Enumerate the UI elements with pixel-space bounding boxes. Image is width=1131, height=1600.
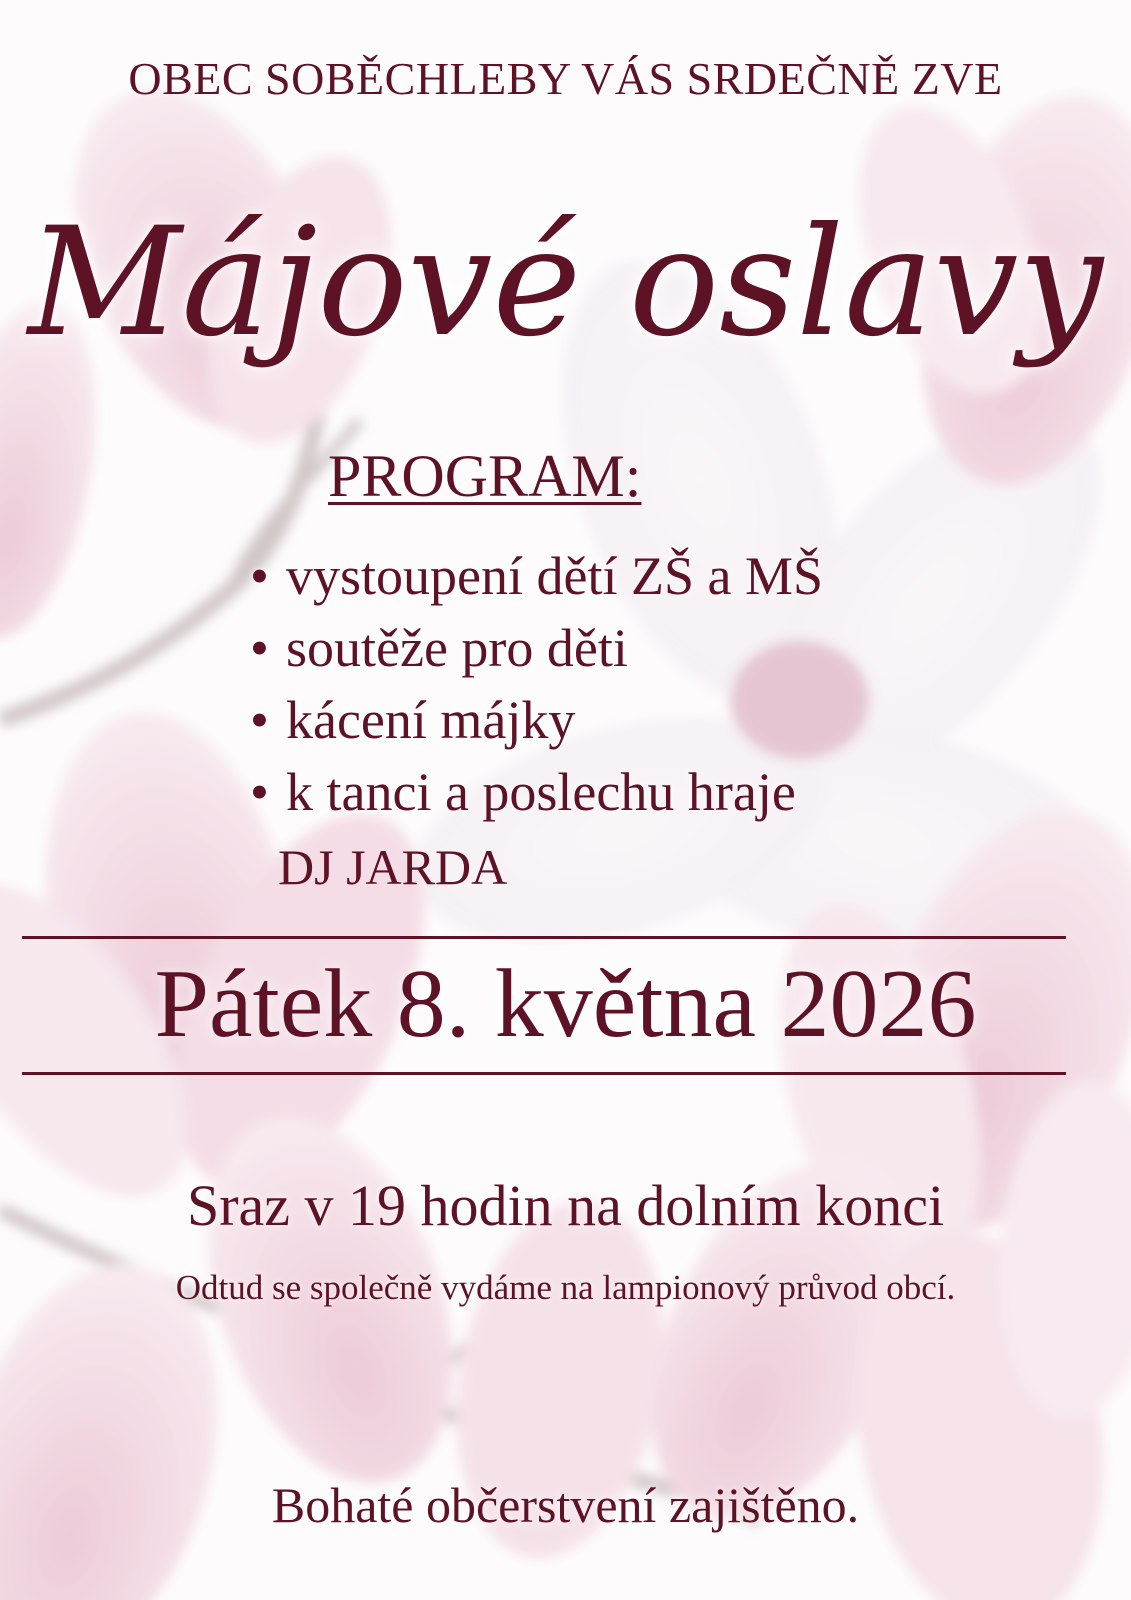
event-title: Májové oslavy [27,196,1104,370]
invitation-header: OBEC SOBĚCHLEBY VÁS SRDEČNĚ ZVE [128,53,1003,104]
bullet-icon: • [250,618,269,678]
program-item [250,540,823,612]
date-divider-top [22,936,1066,939]
event-date: Pátek 8. května 2026 [154,950,977,1058]
bullet-icon: • [250,690,269,750]
program-item-text: k tanci a poslechu hraje [286,762,796,822]
bullet-icon: • [250,546,269,606]
program-item [250,612,823,684]
program-item-text: kácení májky [286,690,576,750]
bullet-icon: • [250,762,269,822]
lantern-parade-note: Odtud se společně vydáme na lampionový průvod obcí. [175,1268,956,1307]
program-list [250,540,823,828]
dj-name: DJ JARDA [278,839,508,895]
program-item [250,756,823,828]
program-item-text: soutěže pro děti [286,618,628,678]
program-item [250,684,823,756]
program-heading: PROGRAM: [328,443,642,509]
meeting-info: Sraz v 19 hodin na dolním konci [186,1173,945,1238]
program-item-text: vystoupení dětí ZŠ a MŠ [286,546,823,606]
date-divider-bottom [22,1072,1066,1075]
refreshments-note: Bohaté občerstvení zajištěno. [271,1477,860,1533]
